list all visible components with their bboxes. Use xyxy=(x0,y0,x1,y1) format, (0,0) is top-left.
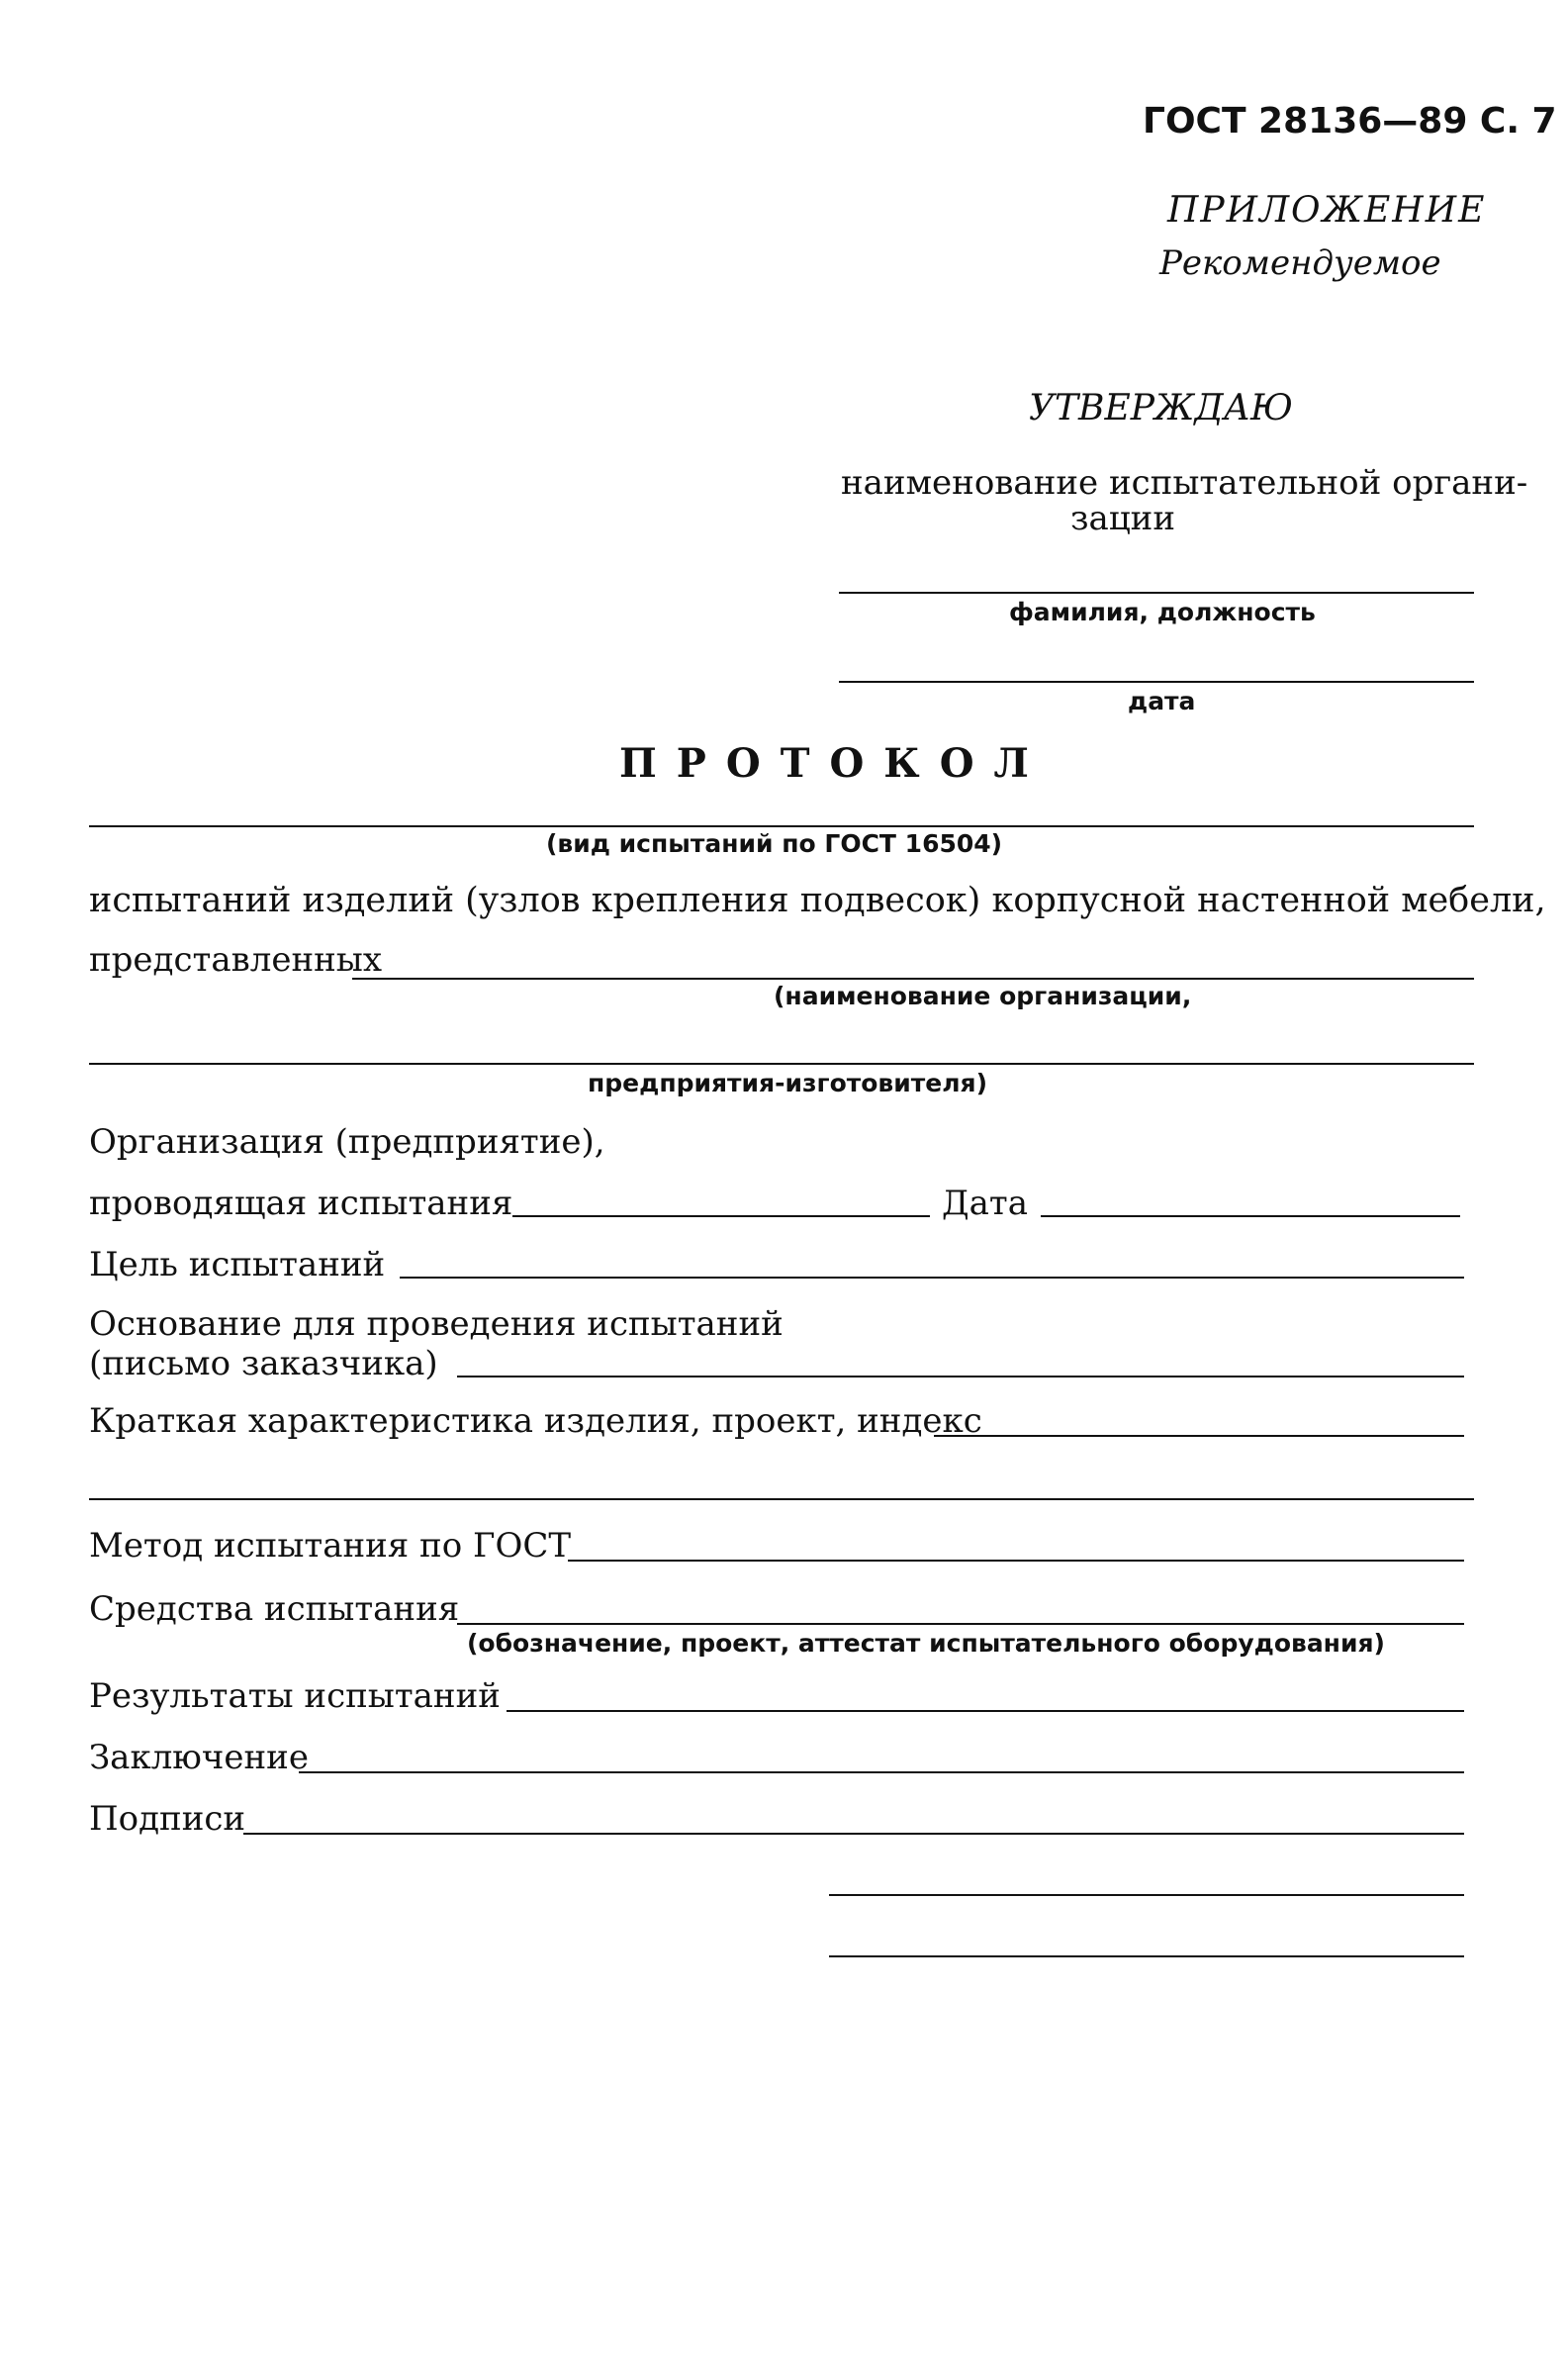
test-type-caption: (вид испытаний по ГОСТ 16504) xyxy=(546,829,1003,858)
basis-label-line2: (письмо заказчика) xyxy=(89,1344,438,1383)
approval-date-caption: дата xyxy=(1128,687,1196,715)
results-label: Результаты испытаний xyxy=(89,1676,501,1716)
results-line[interactable] xyxy=(507,1710,1464,1712)
manufacturer-line[interactable] xyxy=(89,1063,1474,1065)
purpose-line[interactable] xyxy=(400,1277,1464,1279)
org-label-line2: проводящая испытания xyxy=(89,1184,513,1223)
org-caption2: предприятия-изготовителя) xyxy=(588,1069,988,1097)
signatures-line3[interactable] xyxy=(829,1955,1464,1957)
basis-label-line1: Основание для проведения испытаний xyxy=(89,1304,784,1344)
means-caption: (обозначение, проект, аттестат испытательного оборудования) xyxy=(467,1629,1385,1658)
standard-header: ГОСТ 28136—89 С. 7 xyxy=(1143,101,1557,142)
brief-line[interactable] xyxy=(934,1435,1464,1437)
org-caption1: (наименование организации, xyxy=(774,982,1192,1010)
signatures-line1[interactable] xyxy=(243,1833,1464,1835)
appendix-title: ПРИЛОЖЕНИЕ xyxy=(1167,190,1487,231)
signatures-line2[interactable] xyxy=(829,1894,1464,1896)
brief-label: Краткая характеристика изделия, проект, индекс xyxy=(89,1401,982,1441)
date-line[interactable] xyxy=(1041,1215,1460,1217)
submitted-line[interactable] xyxy=(352,978,1474,980)
approval-title: УТВЕРЖДАЮ xyxy=(1029,388,1293,428)
signatures-label: Подписи xyxy=(89,1799,246,1839)
test-type-line[interactable] xyxy=(89,825,1474,827)
conclusion-line[interactable] xyxy=(299,1771,1464,1773)
approval-org-line2: зации xyxy=(1070,499,1176,538)
org-conducting-line[interactable] xyxy=(512,1215,930,1217)
basis-line[interactable] xyxy=(457,1376,1464,1378)
subject-line: испытаний изделий (узлов крепления подвесок) корпусной настенной мебели, xyxy=(89,881,1546,920)
method-line[interactable] xyxy=(568,1560,1464,1562)
means-line[interactable] xyxy=(457,1623,1464,1625)
submitted-label: представленных xyxy=(89,940,383,980)
org-label-line1: Организация (предприятие), xyxy=(89,1122,605,1162)
conclusion-label: Заключение xyxy=(89,1738,309,1777)
approval-name-line[interactable] xyxy=(839,592,1474,594)
approval-date-line[interactable] xyxy=(839,681,1474,683)
brief-extra-line[interactable] xyxy=(89,1498,1474,1500)
protocol-title: ПРОТОКОЛ xyxy=(619,740,1049,787)
approval-name-caption: фамилия, должность xyxy=(1009,598,1316,626)
date-label: Дата xyxy=(942,1184,1028,1223)
method-label: Метод испытания по ГОСТ xyxy=(89,1526,572,1566)
purpose-label: Цель испытаний xyxy=(89,1245,386,1284)
appendix-subtitle: Рекомендуемое xyxy=(1159,243,1441,283)
means-label: Средства испытания xyxy=(89,1589,460,1629)
approval-org-line1: наименование испытательной органи- xyxy=(841,463,1528,503)
